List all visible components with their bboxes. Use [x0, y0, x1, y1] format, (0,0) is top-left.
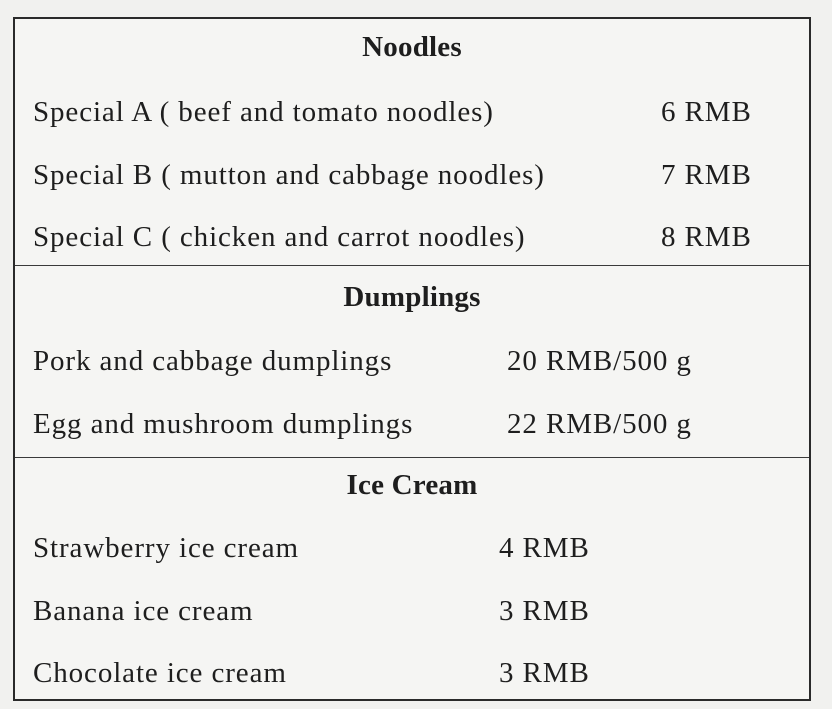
menu-item-name: Chocolate ice cream [33, 657, 287, 689]
menu-item-price: 22 RMB/500 g [507, 408, 692, 440]
noodles-section [15, 19, 809, 266]
menu-item-price: 4 RMB [499, 532, 590, 564]
menu-item-price: 3 RMB [499, 657, 590, 689]
menu-item-price: 8 RMB [661, 221, 752, 253]
ice-cream-section [15, 458, 809, 701]
menu-item-name: Banana ice cream [33, 595, 254, 627]
menu-item-name: Strawberry ice cream [33, 532, 299, 564]
menu-table [13, 17, 811, 701]
menu-item-name: Special A ( beef and tomato noodles) [33, 96, 494, 128]
section-heading-ice-cream: Ice Cream [346, 469, 478, 501]
menu-item-name: Special B ( mutton and cabbage noodles) [33, 159, 545, 191]
menu-item-price: 20 RMB/500 g [507, 345, 692, 377]
dumplings-section [15, 265, 809, 458]
menu-item-name: Special C ( chicken and carrot noodles) [33, 221, 526, 253]
menu-item-name: Egg and mushroom dumplings [33, 408, 414, 440]
section-heading-noodles: Noodles [362, 31, 462, 63]
section-heading-dumplings: Dumplings [343, 281, 481, 313]
menu-item-price: 6 RMB [661, 96, 752, 128]
menu-item-price: 7 RMB [661, 159, 752, 191]
menu-item-name: Pork and cabbage dumplings [33, 345, 393, 377]
menu-item-price: 3 RMB [499, 595, 590, 627]
